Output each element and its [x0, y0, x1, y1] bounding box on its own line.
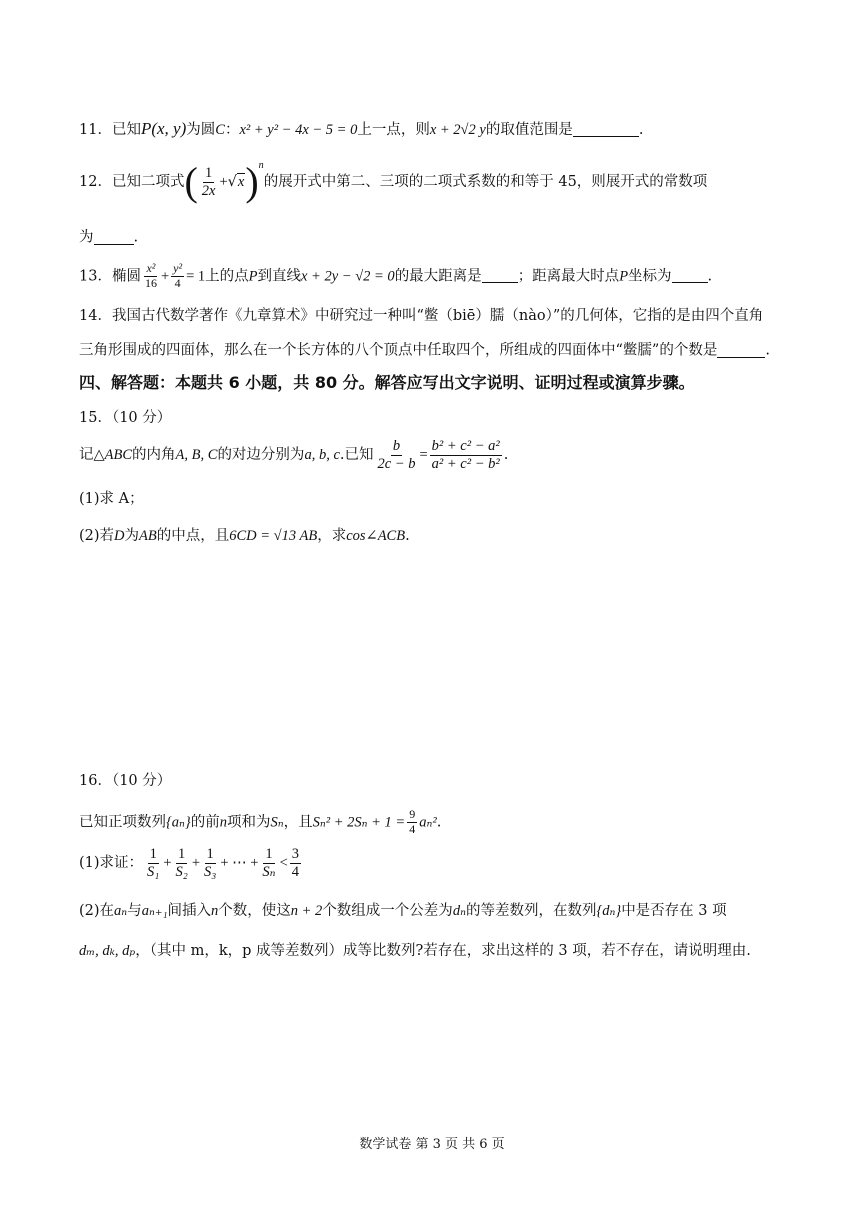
relation: Sₙ² + 2Sₙ + 1 = — [312, 814, 406, 831]
nine-quarters — [407, 808, 417, 837]
denominator: 4 — [291, 863, 299, 880]
q12-text: 的展开式中第二、三项的二项式系数的和等于 45，则展开式的常数项 — [263, 174, 708, 190]
q15-text: (2)若 — [79, 528, 115, 544]
question-16 — [79, 808, 441, 837]
question-16-header: 16．（10 分） — [79, 773, 172, 789]
paren-left: ( — [184, 159, 198, 204]
q11-expression: x + 2√2 y — [429, 122, 486, 138]
q15-text: 记△ — [79, 447, 105, 464]
question-16-part2 — [79, 903, 727, 920]
q11-text: 上一点，则 — [357, 122, 430, 138]
q11-text: 为圆 — [186, 122, 216, 138]
ellipsis: + ⋯ + — [220, 855, 259, 872]
q15-text: .已知 — [339, 447, 374, 464]
answer-blank — [94, 229, 134, 245]
q13-text: 的最大距离是 — [394, 268, 482, 285]
q11-text: 已知 — [111, 122, 141, 138]
angles: A, B, C — [175, 447, 218, 464]
numerator: y² — [173, 261, 183, 275]
q12-fraction — [200, 165, 218, 199]
numerator: 1 — [178, 846, 186, 862]
triangle-abc: ABC — [104, 447, 133, 464]
q16-text: ，且 — [283, 814, 313, 831]
relation-tail: aₙ² — [419, 814, 437, 831]
q14-text: 三角形围成的四面体，那么在一个长方体的八个顶点中任取四个，所组成的四面体中“鳖臑”的个数是 — [79, 342, 718, 359]
answer-blank — [573, 122, 639, 138]
denominator: 16 — [144, 275, 157, 290]
segment-ab: AB — [139, 528, 157, 544]
answer-blank — [717, 342, 765, 358]
q15-text: 的内角 — [132, 447, 176, 464]
sides: a, b, c — [304, 447, 340, 464]
question-12-line2 — [79, 229, 138, 247]
equals-sign: = — [419, 447, 428, 464]
page-footer: 数学试卷 第 3 页 共 6 页 — [359, 1137, 505, 1152]
q16-text: 中是否存在 3 项 — [621, 903, 727, 919]
q13-text: 椭圆 — [111, 268, 141, 285]
radicand: x — [237, 174, 245, 190]
term-an: aₙ — [114, 903, 128, 919]
var-n: n — [211, 903, 219, 919]
radical-icon: √ — [227, 174, 237, 190]
q15-text: 为 — [124, 528, 140, 544]
n-plus-2: n + 2 — [290, 903, 323, 919]
q11-number: 11． — [79, 122, 112, 138]
q15-end: . — [503, 447, 509, 464]
q15-right-fraction — [430, 438, 502, 472]
q11-text: ： — [224, 122, 240, 138]
section-heading: 四、解答题：本题共 6 小题，共 80 分。解答应写出文字说明、证明过程或演算步骤。 — [79, 373, 695, 392]
question-11 — [79, 119, 643, 139]
q15-text: 的中点，且 — [156, 528, 230, 544]
q15-text: 的对边分别为 — [217, 447, 305, 464]
q13-text: 上的点 — [205, 268, 249, 285]
sequence-a: {aₙ} — [166, 814, 191, 831]
terms-dm-dk-dp: dₘ, dₖ, dₚ — [79, 943, 136, 959]
plus-sign: + — [219, 174, 228, 190]
term-1 — [145, 846, 161, 880]
exponent: n — [258, 160, 264, 171]
term-n — [260, 846, 277, 880]
point-p: P — [619, 268, 629, 285]
q16-text: 的等差数列，在数列 — [465, 903, 597, 919]
denominator: 4 — [409, 821, 416, 836]
var-n: n — [219, 814, 227, 831]
answer-blank — [672, 268, 708, 284]
q12-end: . — [133, 229, 139, 246]
denominator: S₂ — [175, 863, 188, 880]
denominator: S₃ — [204, 863, 217, 880]
q12-number: 12． — [79, 174, 112, 190]
question-14-line2 — [79, 342, 770, 360]
plus-sign: + — [191, 855, 201, 872]
q16-text: (2)在 — [79, 903, 115, 919]
plus-sign: + — [163, 855, 172, 872]
less-than: < — [279, 855, 288, 872]
question-13 — [79, 262, 712, 291]
q16-text: 与 — [127, 903, 142, 919]
q13-text: 坐标为 — [628, 268, 672, 285]
numerator: 3 — [291, 846, 299, 862]
question-15-part1: (1)求 A； — [79, 491, 144, 507]
line-equation: x + 2y − √2 = 0 — [301, 268, 395, 285]
denominator: Sₙ — [262, 863, 276, 880]
q11-point: P(x, y) — [140, 119, 187, 138]
denominator: 4 — [174, 275, 181, 290]
question-16-part1 — [79, 846, 303, 880]
q12-text: 为 — [79, 229, 94, 246]
sum-sn: Sₙ — [270, 814, 284, 831]
q16-text: 个数，使这 — [218, 903, 291, 919]
q16-text: 间插入 — [167, 903, 212, 919]
q13-fraction-x — [143, 262, 159, 291]
q13-text: ；距离最大时点 — [517, 268, 620, 285]
q11-circle: C — [215, 122, 225, 138]
three-quarters — [290, 846, 301, 880]
numerator: b — [392, 438, 401, 454]
numerator: b² + c² − a² — [431, 438, 500, 454]
q11-equation: x² + y² − 4x − 5 = 0 — [239, 122, 358, 138]
term-dn: dₙ — [452, 903, 466, 919]
term-3 — [202, 846, 218, 880]
q16-text: 已知正项数列 — [79, 814, 166, 831]
q15-text: ，求 — [317, 528, 347, 544]
q16-text: 的前 — [190, 814, 220, 831]
term-2 — [174, 846, 190, 880]
question-15-header: 15．（10 分） — [79, 410, 172, 426]
q14-end: . — [765, 342, 770, 359]
q15-end: . — [405, 528, 410, 544]
q15-left-fraction — [375, 438, 417, 472]
q16-text: 项和为 — [226, 814, 271, 831]
cosine-expression: cos∠ACB — [346, 528, 406, 544]
q11-text: 的取值范围是 — [485, 122, 573, 138]
sequence-d: {dₙ} — [596, 903, 622, 919]
denominator: 2x — [201, 182, 216, 199]
denominator: a² + c² − b² — [431, 455, 500, 472]
q13-number: 13． — [79, 268, 112, 285]
denominator: S₁ — [147, 863, 160, 880]
point-p: P — [248, 268, 258, 285]
paren-right: ) — [245, 159, 259, 204]
q12-text: 已知二项式 — [111, 174, 185, 190]
numerator: 1 — [149, 846, 157, 862]
q13-end: . — [707, 268, 713, 285]
question-15-part2 — [79, 528, 410, 545]
q16-end: . — [436, 814, 442, 831]
numerator: 1 — [265, 846, 273, 862]
equals-one: = 1 — [186, 268, 206, 285]
term-an1: aₙ₊₁ — [141, 903, 168, 919]
q16-text: 个数组成一个公差为 — [322, 903, 453, 919]
question-14 — [79, 308, 763, 325]
plus-sign: + — [160, 268, 170, 285]
denominator: 2c − b — [377, 455, 416, 472]
point-d: D — [114, 528, 125, 544]
numerator: 1 — [205, 164, 213, 181]
answer-blank — [482, 268, 518, 284]
question-16-part2-line2 — [79, 943, 751, 960]
condition: 6CD = √13 AB — [229, 528, 318, 544]
q11-end: . — [638, 122, 644, 138]
numerator: x² — [146, 261, 156, 275]
q13-fraction-y — [171, 262, 184, 291]
q16-text: ，（其中 m，k，p 成等差数列）成等比数列?若存在，求出这样的 3 项，若不存在，请说明理由. — [135, 943, 751, 959]
q14-text: 我国古代数学著作《九章算术》中研究过一种叫“鳖（biē）臑（nào）”的几何体，它指的是由四个直角 — [111, 308, 764, 324]
q16-text: (1)求证： — [79, 855, 144, 872]
numerator: 9 — [409, 807, 416, 821]
q14-number: 14． — [79, 308, 112, 324]
numerator: 1 — [206, 846, 214, 862]
question-15 — [79, 438, 508, 472]
question-12 — [79, 160, 707, 202]
q13-text: 到直线 — [257, 268, 301, 285]
